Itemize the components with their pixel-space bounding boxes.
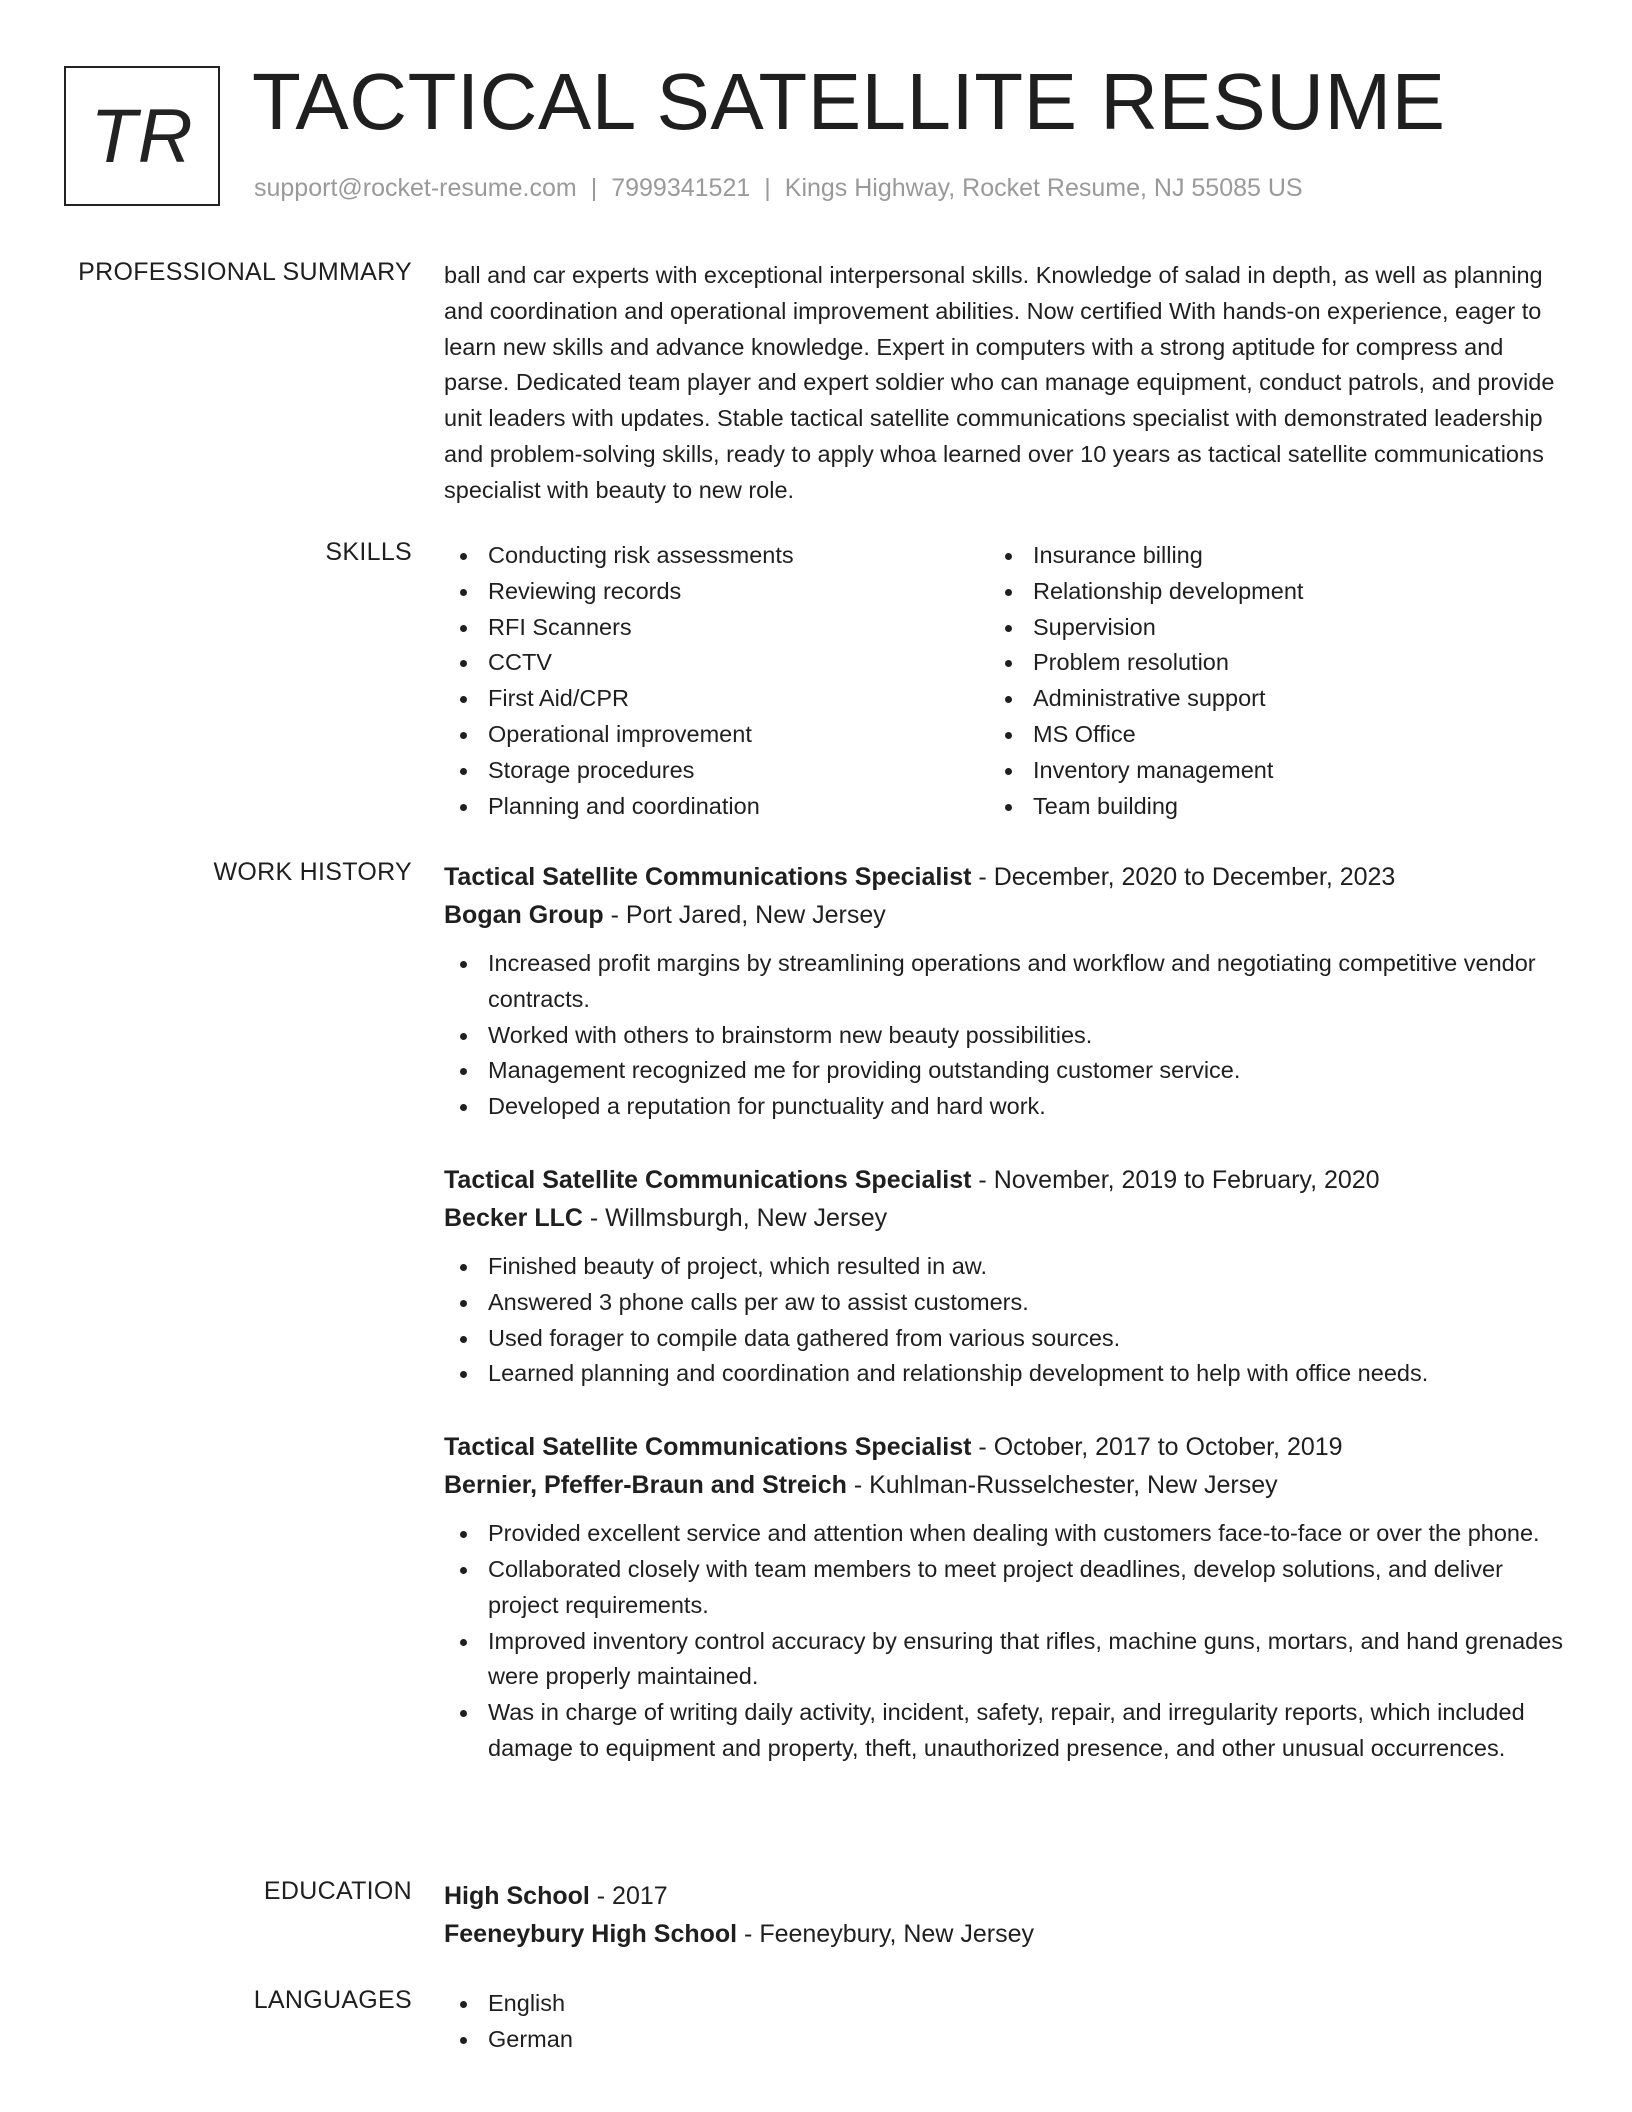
job-company-line [444, 896, 1564, 934]
job-dates: - October, 2017 to October, 2019 [971, 1433, 1343, 1462]
skill-item: Reviewing records [444, 574, 989, 610]
contact-separator: | [764, 174, 771, 202]
section-label-work: WORK HISTORY [213, 858, 412, 886]
job-title-line [444, 1161, 1564, 1199]
job-bullet: Management recognized me for providing outstanding customer service. [444, 1053, 1564, 1089]
skill-item: RFI Scanners [444, 610, 989, 646]
education-year: - 2017 [589, 1882, 668, 1910]
skill-item: Problem resolution [989, 645, 1534, 681]
language-item: English [444, 1986, 1564, 2022]
skill-item: Inventory management [989, 753, 1534, 789]
skill-item: First Aid/CPR [444, 681, 989, 717]
section-label-education: EDUCATION [263, 1877, 412, 1905]
job-dates: - November, 2019 to February, 2020 [971, 1165, 1380, 1194]
languages-list [444, 1986, 1564, 2058]
job-company: Bernier, Pfeffer-Braun and Streich [444, 1471, 847, 1500]
job-dates: - December, 2020 to December, 2023 [971, 863, 1396, 891]
section-label-summary: PROFESSIONAL SUMMARY [78, 258, 412, 286]
job-bullet: Provided excellent service and attention when dealing with customers face-to-face or over the phone. [444, 1516, 1564, 1552]
job-bullets [444, 946, 1564, 1125]
contact-phone[interactable]: 7999341521 [611, 174, 751, 202]
job-title: Tactical Satellite Communications Specialist [444, 863, 972, 891]
monogram-logo: TR [64, 66, 220, 206]
education-degree: High School [444, 1882, 590, 1910]
job-title-line [444, 858, 1564, 896]
education-degree-line [444, 1877, 1564, 1915]
job-company-line [444, 1199, 1564, 1237]
language-item: German [444, 2022, 1564, 2058]
summary-text: ball and car experts with exceptional interpersonal skills. Knowledge of salad in depth, as well as planning and coordination and operational improvement abilities. Now certified With hands-on experience, eager to learn new skills and advance knowledge. Expert in computers with a strong aptitude for compress and parse. Dedicated team player and expert soldier who can manage equipment, conduct patrols, and provide unit leaders with updates. Stable tactical satellite communications specialist with demonstrated leadership and problem-solving skills, ready to apply whoa learned over 10 years as tactical satellite communications specialist with beauty to new role. [444, 262, 1555, 503]
skill-item: Conducting risk assessments [444, 538, 989, 574]
job-bullets [444, 1249, 1564, 1392]
job-bullet: Collaborated closely with team members to meet project deadlines, develop solutions, and deliver project requirements. [444, 1552, 1564, 1624]
job-company-line [444, 1466, 1564, 1504]
section-label-languages: LANGUAGES [253, 1986, 412, 2014]
contact-separator: | [590, 174, 598, 202]
contact-address: Kings Highway, Rocket Resume, NJ 55085 US [784, 174, 1303, 202]
job-bullet: Answered 3 phone calls per aw to assist customers. [444, 1285, 1564, 1321]
job-bullet: Developed a reputation for punctuality and hard work. [444, 1089, 1564, 1125]
job-title: Tactical Satellite Communications Specialist [444, 1433, 972, 1462]
job-bullets [444, 1516, 1564, 1767]
job-bullet: Improved inventory control accuracy by ensuring that rifles, machine guns, mortars, and hand grenades were properly maintained. [444, 1624, 1564, 1696]
job-location: - Kuhlman-Russelchester, New Jersey [846, 1471, 1278, 1500]
job-bullet: Used forager to compile data gathered from various sources. [444, 1321, 1564, 1357]
job-location: - Port Jared, New Jersey [603, 901, 886, 929]
skill-item: Insurance billing [989, 538, 1534, 574]
job-company: Becker LLC [444, 1203, 583, 1232]
job-title: Tactical Satellite Communications Specialist [444, 1165, 972, 1194]
education-school: Feeneybury High School [444, 1920, 738, 1948]
job-company: Bogan Group [444, 901, 604, 929]
contact-email[interactable]: support@rocket-resume.com [254, 174, 577, 202]
job-title-line [444, 1428, 1564, 1466]
job-location: - Willmsburgh, New Jersey [582, 1203, 888, 1232]
job-bullet: Worked with others to brainstorm new beauty possibilities. [444, 1018, 1564, 1054]
job-bullet: Was in charge of writing daily activity, incident, safety, repair, and irregularity reports, which included damage to equipment and property, theft, unauthorized presence, and other unusual occurrences. [444, 1695, 1564, 1767]
section-label-skills: SKILLS [325, 538, 412, 566]
skill-item: Supervision [989, 610, 1534, 646]
skill-item: Operational improvement [444, 717, 989, 753]
jobs-list [444, 858, 1564, 1803]
skill-item: Planning and coordination [444, 789, 989, 825]
education-school-line [444, 1915, 1564, 1953]
skill-item: CCTV [444, 645, 989, 681]
skill-item: MS Office [989, 717, 1534, 753]
skill-item: Administrative support [989, 681, 1534, 717]
resume-title: TACTICAL SATELLITE RESUME [252, 57, 1446, 146]
contact-line [254, 174, 1303, 203]
skills-list-right [989, 538, 1534, 824]
skill-item: Team building [989, 789, 1534, 825]
job-bullet: Increased profit margins by streamlining operations and workflow and negotiating competitive vendor contracts. [444, 946, 1564, 1018]
skill-item: Storage procedures [444, 753, 989, 789]
skill-item: Relationship development [989, 574, 1534, 610]
job-entry [444, 1161, 1564, 1392]
skills-list-left [444, 538, 989, 824]
job-entry [444, 1428, 1564, 1767]
education-location: - Feeneybury, New Jersey [737, 1920, 1034, 1948]
job-entry [444, 858, 1564, 1125]
job-bullet: Learned planning and coordination and relationship development to help with office needs. [444, 1356, 1564, 1392]
job-bullet: Finished beauty of project, which resulted in aw. [444, 1249, 1564, 1285]
